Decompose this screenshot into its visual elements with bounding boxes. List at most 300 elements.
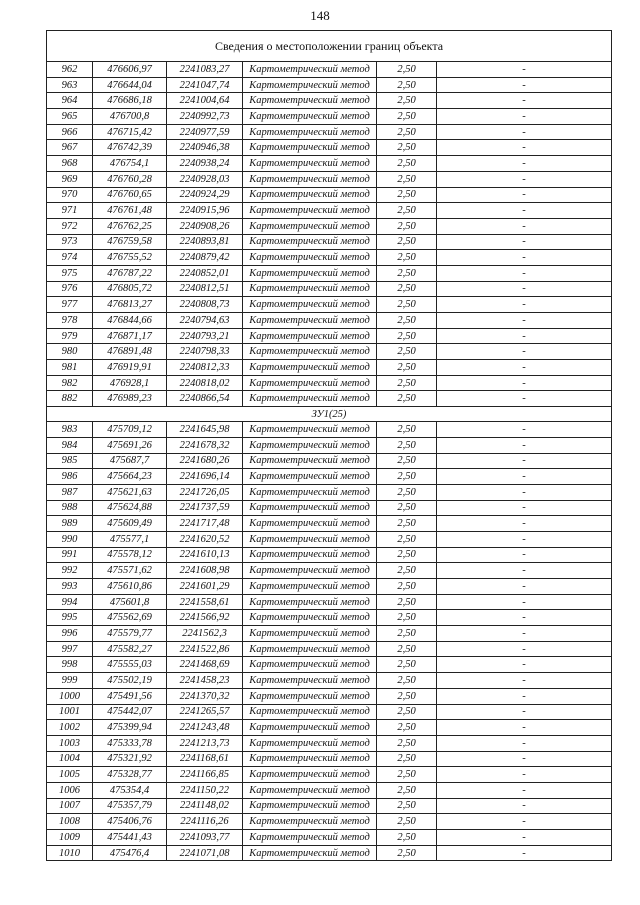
method-cell: Картометрический метод (243, 641, 377, 657)
description-cell: - (437, 626, 612, 642)
point-number-cell: 993 (47, 579, 93, 595)
y-coordinate-cell: 2241243,48 (167, 720, 243, 736)
point-number-cell: 981 (47, 360, 93, 376)
y-coordinate-cell: 2241148,02 (167, 798, 243, 814)
x-coordinate-cell: 476919,91 (93, 360, 167, 376)
page-number: 148 (310, 8, 330, 23)
table-row (47, 704, 612, 720)
table-row (47, 234, 612, 250)
x-coordinate-cell: 476715,42 (93, 124, 167, 140)
description-cell: - (437, 814, 612, 830)
point-number-cell: 1004 (47, 751, 93, 767)
x-coordinate-cell: 475333,78 (93, 735, 167, 751)
point-number-cell: 966 (47, 124, 93, 140)
method-cell: Картометрический метод (243, 626, 377, 642)
table-row (47, 830, 612, 846)
method-cell: Картометрический метод (243, 579, 377, 595)
table-row (47, 688, 612, 704)
point-number-cell: 975 (47, 265, 93, 281)
x-coordinate-cell: 475321,92 (93, 751, 167, 767)
table-row (47, 203, 612, 219)
point-number-cell: 1008 (47, 814, 93, 830)
table-row (47, 657, 612, 673)
precision-cell: 2,50 (377, 673, 437, 689)
description-cell: - (437, 720, 612, 736)
method-cell: Картометрический метод (243, 830, 377, 846)
description-cell: - (437, 344, 612, 360)
description-cell: - (437, 281, 612, 297)
precision-cell: 2,50 (377, 814, 437, 830)
y-coordinate-cell: 2241265,57 (167, 704, 243, 720)
y-coordinate-cell: 2241558,61 (167, 594, 243, 610)
section-row (47, 407, 612, 422)
point-number-cell: 977 (47, 297, 93, 313)
y-coordinate-cell: 2241737,59 (167, 500, 243, 516)
y-coordinate-cell: 2240915,96 (167, 203, 243, 219)
method-cell: Картометрический метод (243, 657, 377, 673)
precision-cell: 2,50 (377, 124, 437, 140)
x-coordinate-cell: 475691,26 (93, 437, 167, 453)
x-coordinate-cell: 475502,19 (93, 673, 167, 689)
description-cell: - (437, 62, 612, 78)
y-coordinate-cell: 2241678,32 (167, 437, 243, 453)
description-cell: - (437, 469, 612, 485)
precision-cell: 2,50 (377, 657, 437, 673)
point-number-cell: 962 (47, 62, 93, 78)
method-cell: Картометрический метод (243, 109, 377, 125)
point-number-cell: 963 (47, 77, 93, 93)
description-cell: - (437, 594, 612, 610)
point-number-cell: 985 (47, 453, 93, 469)
method-cell: Картометрический метод (243, 767, 377, 783)
method-cell: Картометрический метод (243, 500, 377, 516)
precision-cell: 2,50 (377, 641, 437, 657)
x-coordinate-cell: 475476,4 (93, 845, 167, 861)
table-row (47, 375, 612, 391)
x-coordinate-cell: 476787,22 (93, 265, 167, 281)
description-cell: - (437, 751, 612, 767)
description-cell: - (437, 234, 612, 250)
point-number-cell: 882 (47, 391, 93, 407)
point-number-cell: 980 (47, 344, 93, 360)
point-number-cell: 1003 (47, 735, 93, 751)
table-row (47, 641, 612, 657)
title-row (47, 31, 612, 62)
precision-cell: 2,50 (377, 360, 437, 376)
table-row (47, 265, 612, 281)
x-coordinate-cell: 476742,39 (93, 140, 167, 156)
method-cell: Картометрический метод (243, 688, 377, 704)
x-coordinate-cell: 475624,88 (93, 500, 167, 516)
x-coordinate-cell: 475687,7 (93, 453, 167, 469)
table-row (47, 360, 612, 376)
x-coordinate-cell: 475579,77 (93, 626, 167, 642)
method-cell: Картометрический метод (243, 484, 377, 500)
table-row (47, 93, 612, 109)
boundary-table-frame (46, 30, 611, 861)
precision-cell: 2,50 (377, 579, 437, 595)
method-cell: Картометрический метод (243, 751, 377, 767)
table-row (47, 344, 612, 360)
x-coordinate-cell: 476754,1 (93, 156, 167, 172)
method-cell: Картометрический метод (243, 516, 377, 532)
method-cell: Картометрический метод (243, 234, 377, 250)
x-coordinate-cell: 476686,18 (93, 93, 167, 109)
x-coordinate-cell: 476844,66 (93, 313, 167, 329)
precision-cell: 2,50 (377, 626, 437, 642)
y-coordinate-cell: 2241213,73 (167, 735, 243, 751)
precision-cell: 2,50 (377, 484, 437, 500)
point-number-cell: 1010 (47, 845, 93, 861)
precision-cell: 2,50 (377, 171, 437, 187)
precision-cell: 2,50 (377, 720, 437, 736)
y-coordinate-cell: 2241166,85 (167, 767, 243, 783)
description-cell: - (437, 391, 612, 407)
table-row (47, 594, 612, 610)
y-coordinate-cell: 2240879,42 (167, 250, 243, 266)
description-cell: - (437, 218, 612, 234)
table-row (47, 140, 612, 156)
table-row (47, 845, 612, 861)
y-coordinate-cell: 2241562,3 (167, 626, 243, 642)
precision-cell: 2,50 (377, 782, 437, 798)
precision-cell: 2,50 (377, 187, 437, 203)
method-cell: Картометрический метод (243, 391, 377, 407)
y-coordinate-cell: 2241717,48 (167, 516, 243, 532)
x-coordinate-cell: 475555,03 (93, 657, 167, 673)
x-coordinate-cell: 475406,76 (93, 814, 167, 830)
y-coordinate-cell: 2241168,61 (167, 751, 243, 767)
point-number-cell: 1001 (47, 704, 93, 720)
table-row (47, 124, 612, 140)
x-coordinate-cell: 476761,48 (93, 203, 167, 219)
y-coordinate-cell: 2241047,74 (167, 77, 243, 93)
table-row (47, 437, 612, 453)
precision-cell: 2,50 (377, 704, 437, 720)
precision-cell: 2,50 (377, 437, 437, 453)
x-coordinate-cell: 476762,25 (93, 218, 167, 234)
description-cell: - (437, 93, 612, 109)
point-number-cell: 990 (47, 531, 93, 547)
point-number-cell: 1007 (47, 798, 93, 814)
table-row (47, 313, 612, 329)
table-row (47, 77, 612, 93)
y-coordinate-cell: 2241726,05 (167, 484, 243, 500)
method-cell: Картометрический метод (243, 531, 377, 547)
method-cell: Картометрический метод (243, 437, 377, 453)
precision-cell: 2,50 (377, 688, 437, 704)
x-coordinate-cell: 475442,07 (93, 704, 167, 720)
point-number-cell: 997 (47, 641, 93, 657)
precision-cell: 2,50 (377, 250, 437, 266)
method-cell: Картометрический метод (243, 375, 377, 391)
table-row (47, 720, 612, 736)
x-coordinate-cell: 475664,23 (93, 469, 167, 485)
point-number-cell: 983 (47, 422, 93, 438)
precision-cell: 2,50 (377, 594, 437, 610)
point-number-cell: 998 (47, 657, 93, 673)
point-number-cell: 1002 (47, 720, 93, 736)
description-cell: - (437, 156, 612, 172)
description-cell: - (437, 437, 612, 453)
x-coordinate-cell: 476606,97 (93, 62, 167, 78)
table-row (47, 500, 612, 516)
description-cell: - (437, 422, 612, 438)
table-row (47, 469, 612, 485)
description-cell: - (437, 657, 612, 673)
method-cell: Картометрический метод (243, 735, 377, 751)
precision-cell: 2,50 (377, 140, 437, 156)
x-coordinate-cell: 475582,27 (93, 641, 167, 657)
y-coordinate-cell: 2241150,22 (167, 782, 243, 798)
y-coordinate-cell: 2241645,98 (167, 422, 243, 438)
x-coordinate-cell: 475441,43 (93, 830, 167, 846)
method-cell: Картометрический метод (243, 704, 377, 720)
precision-cell: 2,50 (377, 234, 437, 250)
y-coordinate-cell: 2241116,26 (167, 814, 243, 830)
x-coordinate-cell: 475610,86 (93, 579, 167, 595)
point-number-cell: 979 (47, 328, 93, 344)
y-coordinate-cell: 2241468,69 (167, 657, 243, 673)
precision-cell: 2,50 (377, 156, 437, 172)
precision-cell: 2,50 (377, 218, 437, 234)
table-row (47, 767, 612, 783)
point-number-cell: 965 (47, 109, 93, 125)
x-coordinate-cell: 476700,8 (93, 109, 167, 125)
y-coordinate-cell: 2240852,01 (167, 265, 243, 281)
y-coordinate-cell: 2240924,29 (167, 187, 243, 203)
x-coordinate-cell: 476755,52 (93, 250, 167, 266)
description-cell: - (437, 641, 612, 657)
y-coordinate-cell: 2241370,32 (167, 688, 243, 704)
description-cell: - (437, 673, 612, 689)
y-coordinate-cell: 2240928,03 (167, 171, 243, 187)
x-coordinate-cell: 476928,1 (93, 375, 167, 391)
y-coordinate-cell: 2241083,27 (167, 62, 243, 78)
table-row (47, 281, 612, 297)
point-number-cell: 989 (47, 516, 93, 532)
method-cell: Картометрический метод (243, 265, 377, 281)
y-coordinate-cell: 2240812,33 (167, 360, 243, 376)
table-row (47, 563, 612, 579)
y-coordinate-cell: 2241522,86 (167, 641, 243, 657)
method-cell: Картометрический метод (243, 422, 377, 438)
point-number-cell: 974 (47, 250, 93, 266)
x-coordinate-cell: 476760,65 (93, 187, 167, 203)
y-coordinate-cell: 2241004,64 (167, 93, 243, 109)
point-number-cell: 986 (47, 469, 93, 485)
x-coordinate-cell: 475562,69 (93, 610, 167, 626)
precision-cell: 2,50 (377, 563, 437, 579)
precision-cell: 2,50 (377, 751, 437, 767)
y-coordinate-cell: 2241608,98 (167, 563, 243, 579)
x-coordinate-cell: 475571,62 (93, 563, 167, 579)
y-coordinate-cell: 2240808,73 (167, 297, 243, 313)
table-row (47, 516, 612, 532)
x-coordinate-cell: 476760,28 (93, 171, 167, 187)
method-cell: Картометрический метод (243, 218, 377, 234)
method-cell: Картометрический метод (243, 610, 377, 626)
description-cell: - (437, 767, 612, 783)
point-number-cell: 973 (47, 234, 93, 250)
method-cell: Картометрический метод (243, 281, 377, 297)
table-row (47, 187, 612, 203)
method-cell: Картометрический метод (243, 203, 377, 219)
x-coordinate-cell: 475577,1 (93, 531, 167, 547)
x-coordinate-cell: 475328,77 (93, 767, 167, 783)
description-cell: - (437, 484, 612, 500)
precision-cell: 2,50 (377, 798, 437, 814)
table-row (47, 422, 612, 438)
y-coordinate-cell: 2240818,02 (167, 375, 243, 391)
description-cell: - (437, 453, 612, 469)
x-coordinate-cell: 476813,27 (93, 297, 167, 313)
table-row (47, 626, 612, 642)
precision-cell: 2,50 (377, 469, 437, 485)
precision-cell: 2,50 (377, 391, 437, 407)
method-cell: Картометрический метод (243, 563, 377, 579)
description-cell: - (437, 845, 612, 861)
x-coordinate-cell: 476644,04 (93, 77, 167, 93)
x-coordinate-cell: 476871,17 (93, 328, 167, 344)
y-coordinate-cell: 2240946,38 (167, 140, 243, 156)
description-cell: - (437, 250, 612, 266)
method-cell: Картометрический метод (243, 453, 377, 469)
table-row (47, 62, 612, 78)
description-cell: - (437, 203, 612, 219)
table-row (47, 328, 612, 344)
table-row (47, 782, 612, 798)
description-cell: - (437, 704, 612, 720)
y-coordinate-cell: 2241696,14 (167, 469, 243, 485)
y-coordinate-cell: 2241620,52 (167, 531, 243, 547)
precision-cell: 2,50 (377, 93, 437, 109)
point-number-cell: 971 (47, 203, 93, 219)
point-number-cell: 994 (47, 594, 93, 610)
point-number-cell: 968 (47, 156, 93, 172)
method-cell: Картометрический метод (243, 77, 377, 93)
description-cell: - (437, 782, 612, 798)
y-coordinate-cell: 2240977,59 (167, 124, 243, 140)
point-number-cell: 992 (47, 563, 93, 579)
description-cell: - (437, 77, 612, 93)
x-coordinate-cell: 475491,56 (93, 688, 167, 704)
point-number-cell: 1006 (47, 782, 93, 798)
method-cell: Картометрический метод (243, 782, 377, 798)
table-row (47, 484, 612, 500)
method-cell: Картометрический метод (243, 124, 377, 140)
table-row (47, 579, 612, 595)
method-cell: Картометрический метод (243, 250, 377, 266)
point-number-cell: 991 (47, 547, 93, 563)
table-body (47, 31, 612, 861)
point-number-cell: 995 (47, 610, 93, 626)
precision-cell: 2,50 (377, 531, 437, 547)
y-coordinate-cell: 2240793,21 (167, 328, 243, 344)
precision-cell: 2,50 (377, 62, 437, 78)
x-coordinate-cell: 476759,58 (93, 234, 167, 250)
y-coordinate-cell: 2241601,29 (167, 579, 243, 595)
point-number-cell: 982 (47, 375, 93, 391)
table-row (47, 610, 612, 626)
table-row (47, 673, 612, 689)
x-coordinate-cell: 475709,12 (93, 422, 167, 438)
description-cell: - (437, 830, 612, 846)
table-row (47, 735, 612, 751)
table-row (47, 453, 612, 469)
point-number-cell: 972 (47, 218, 93, 234)
y-coordinate-cell: 2240992,73 (167, 109, 243, 125)
method-cell: Картометрический метод (243, 297, 377, 313)
description-cell: - (437, 547, 612, 563)
y-coordinate-cell: 2241610,13 (167, 547, 243, 563)
y-coordinate-cell: 2240794,63 (167, 313, 243, 329)
description-cell: - (437, 171, 612, 187)
description-cell: - (437, 516, 612, 532)
precision-cell: 2,50 (377, 77, 437, 93)
description-cell: - (437, 610, 612, 626)
table-row (47, 751, 612, 767)
precision-cell: 2,50 (377, 610, 437, 626)
x-coordinate-cell: 476989,23 (93, 391, 167, 407)
point-number-cell: 969 (47, 171, 93, 187)
y-coordinate-cell: 2240798,33 (167, 344, 243, 360)
point-number-cell: 978 (47, 313, 93, 329)
method-cell: Картометрический метод (243, 187, 377, 203)
point-number-cell: 976 (47, 281, 93, 297)
point-number-cell: 988 (47, 500, 93, 516)
precision-cell: 2,50 (377, 281, 437, 297)
method-cell: Картометрический метод (243, 328, 377, 344)
y-coordinate-cell: 2241071,08 (167, 845, 243, 861)
y-coordinate-cell: 2240812,51 (167, 281, 243, 297)
point-number-cell: 970 (47, 187, 93, 203)
method-cell: Картометрический метод (243, 845, 377, 861)
method-cell: Картометрический метод (243, 673, 377, 689)
method-cell: Картометрический метод (243, 171, 377, 187)
method-cell: Картометрический метод (243, 469, 377, 485)
section-label: ЗУ1(25) (47, 407, 612, 422)
point-number-cell: 987 (47, 484, 93, 500)
x-coordinate-cell: 475609,49 (93, 516, 167, 532)
precision-cell: 2,50 (377, 500, 437, 516)
description-cell: - (437, 563, 612, 579)
precision-cell: 2,50 (377, 328, 437, 344)
description-cell: - (437, 735, 612, 751)
y-coordinate-cell: 2240908,26 (167, 218, 243, 234)
precision-cell: 2,50 (377, 313, 437, 329)
point-number-cell: 1009 (47, 830, 93, 846)
x-coordinate-cell: 476891,48 (93, 344, 167, 360)
x-coordinate-cell: 475357,79 (93, 798, 167, 814)
table-title: Сведения о местоположении границ объекта (47, 31, 612, 62)
description-cell: - (437, 360, 612, 376)
description-cell: - (437, 109, 612, 125)
table-row (47, 156, 612, 172)
table-row (47, 814, 612, 830)
x-coordinate-cell: 475621,63 (93, 484, 167, 500)
precision-cell: 2,50 (377, 422, 437, 438)
point-number-cell: 984 (47, 437, 93, 453)
table-row (47, 798, 612, 814)
y-coordinate-cell: 2241458,23 (167, 673, 243, 689)
method-cell: Картометрический метод (243, 93, 377, 109)
description-cell: - (437, 328, 612, 344)
point-number-cell: 999 (47, 673, 93, 689)
method-cell: Картометрический метод (243, 360, 377, 376)
table-row (47, 250, 612, 266)
precision-cell: 2,50 (377, 845, 437, 861)
